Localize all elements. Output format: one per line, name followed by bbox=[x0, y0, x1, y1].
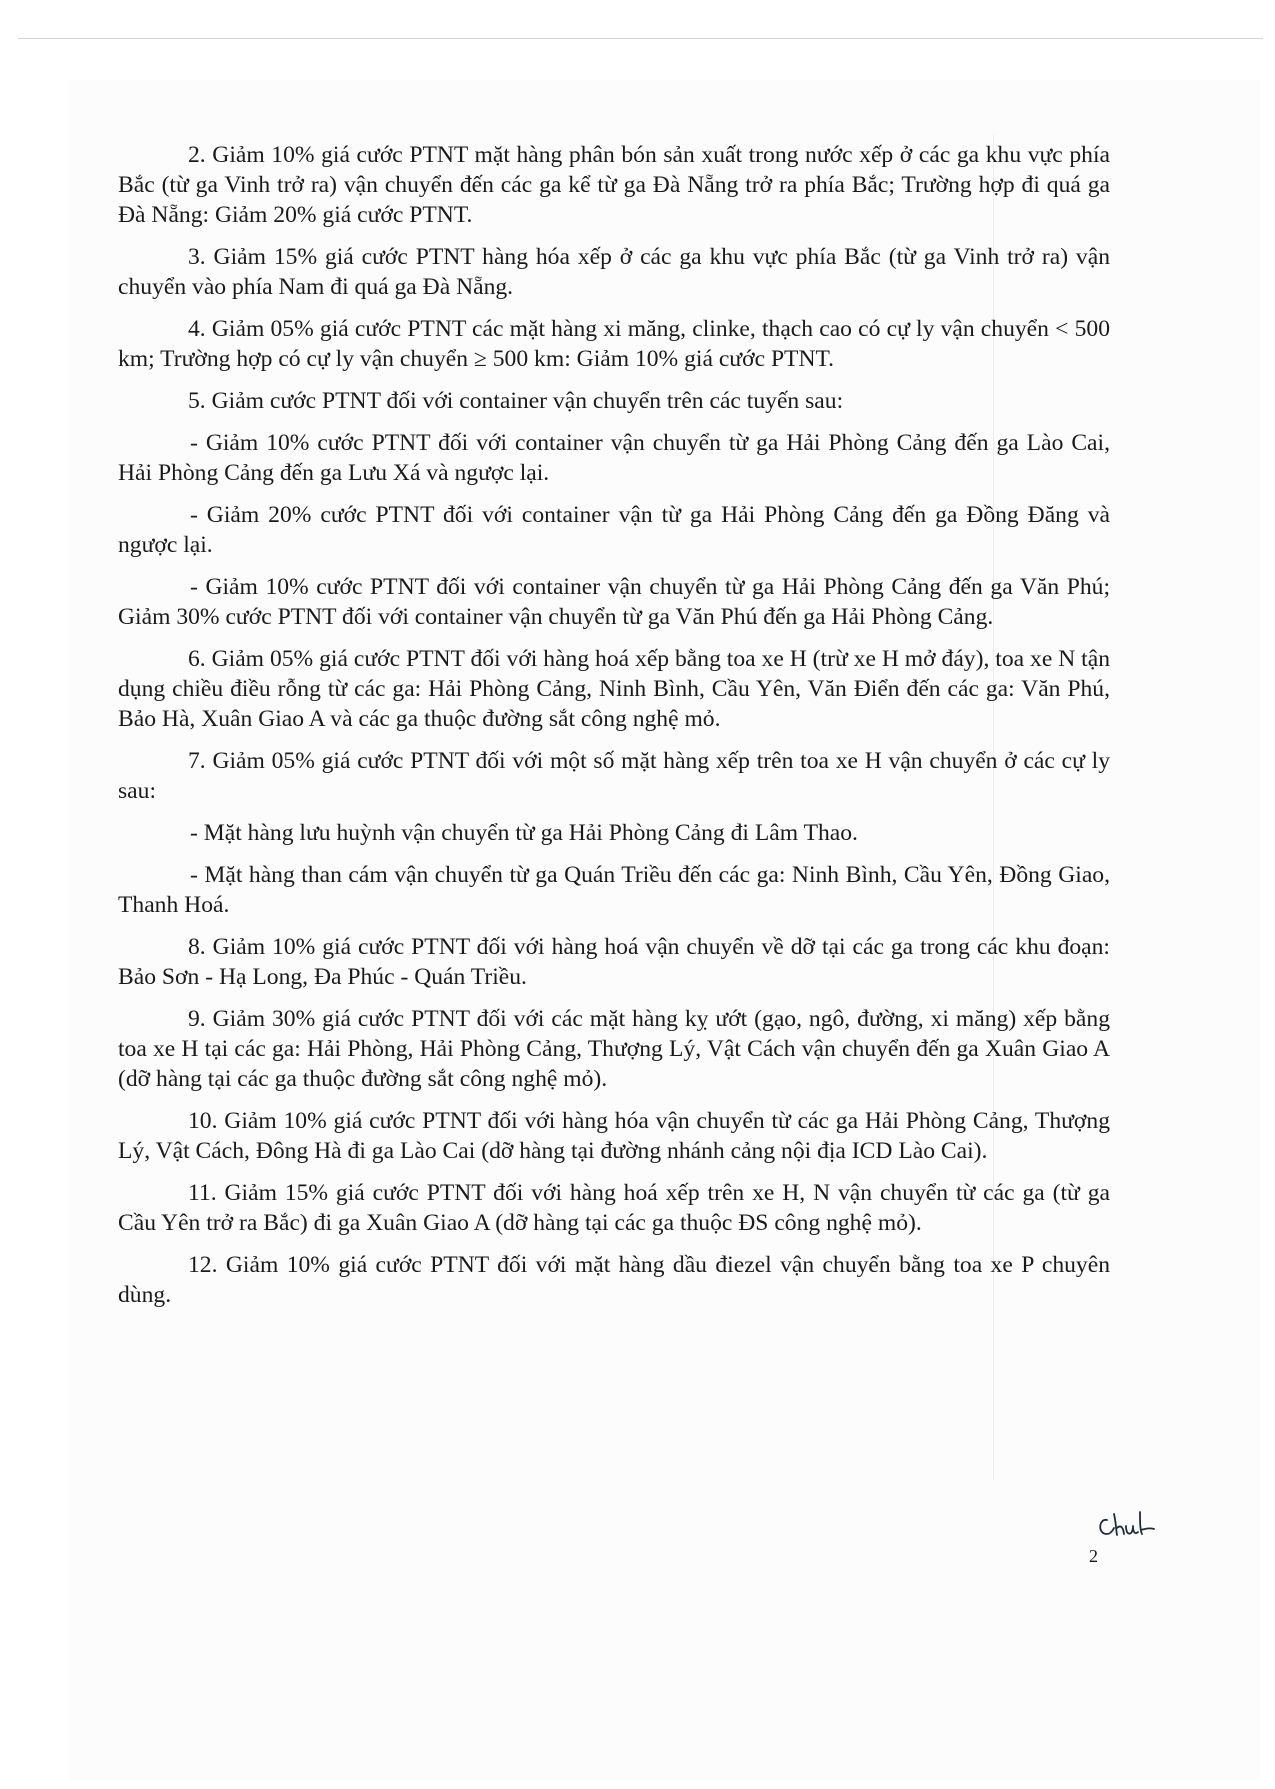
top-rule bbox=[18, 38, 1263, 39]
initials-signature bbox=[1095, 1508, 1155, 1548]
paragraph-2: 2. Giảm 10% giá cước PTNT mặt hàng phân bón sản xuất trong nước xếp ở các ga khu vực phía Bắc (từ ga Vinh trở ra) vận chuyển đến các ga kể từ ga Đà Nẵng trở ra phía Bắc; Trường hợp đi quá ga Đà Nẵng: Giảm 20% giá cước PTNT. bbox=[118, 142, 1110, 228]
paragraph-3: 3. Giảm 15% giá cước PTNT hàng hóa xếp ở các ga khu vực phía Bắc (từ ga Vinh trở ra) vận chuyển vào phía Nam đi quá ga Đà Nẵng. bbox=[118, 244, 1110, 300]
paragraph-8: 8. Giảm 10% giá cước PTNT đối với hàng hoá vận chuyển về dỡ tại các ga trong các khu đoạn: Bảo Sơn - Hạ Long, Đa Phúc - Quán Triều. bbox=[118, 934, 1110, 990]
paragraph-7-item-2: - Mặt hàng than cám vận chuyển từ ga Quán Triều đến các ga: Ninh Bình, Cầu Yên, Đồng Giao, Thanh Hoá. bbox=[118, 862, 1110, 918]
paragraph-12: 12. Giảm 10% giá cước PTNT đối với mặt hàng dầu điezel vận chuyển bằng toa xe P chuyên dùng. bbox=[118, 1252, 1110, 1308]
page-number: 2 bbox=[1089, 1546, 1098, 1566]
paragraph-5-item-1: - Giảm 10% cước PTNT đối với container vận chuyển từ ga Hải Phòng Cảng đến ga Lào Cai, Hải Phòng Cảng đến ga Lưu Xá và ngược lại. bbox=[118, 430, 1110, 486]
document-body bbox=[118, 140, 1110, 1322]
paragraph-5-item-2: - Giảm 20% cước PTNT đối với container vận từ ga Hải Phòng Cảng đến ga Đồng Đăng và ngược lại. bbox=[118, 502, 1110, 558]
paragraph-5: 5. Giảm cước PTNT đối với container vận chuyển trên các tuyến sau: bbox=[188, 388, 844, 414]
paragraph-9: 9. Giảm 30% giá cước PTNT đối với các mặt hàng kỵ ướt (gạo, ngô, đường, xi măng) xếp bằng toa xe H tại các ga: Hải Phòng, Hải Phòng Cảng, Thượng Lý, Vật Cách vận chuyển đến ga Xuân Giao A (dỡ hàng tại các ga thuộc đường sắt công nghệ mỏ). bbox=[118, 1006, 1110, 1092]
paragraph-11: 11. Giảm 15% giá cước PTNT đối với hàng hoá xếp trên xe H, N vận chuyển từ các ga (từ ga Cầu Yên trở ra Bắc) đi ga Xuân Giao A (dỡ hàng tại các ga thuộc ĐS công nghệ mỏ). bbox=[118, 1180, 1110, 1236]
paragraph-10: 10. Giảm 10% giá cước PTNT đối với hàng hóa vận chuyển từ các ga Hải Phòng Cảng, Thượng Lý, Vật Cách, Đông Hà đi ga Lào Cai (dỡ hàng tại đường nhánh cảng nội địa ICD Lào Cai). bbox=[118, 1108, 1110, 1164]
paragraph-7-item-1: - Mặt hàng lưu huỳnh vận chuyển từ ga Hải Phòng Cảng đi Lâm Thao. bbox=[190, 820, 858, 846]
paragraph-4: 4. Giảm 05% giá cước PTNT các mặt hàng xi măng, clinke, thạch cao có cự ly vận chuyển < 500 km; Trường hợp có cự ly vận chuyển ≥ 500 km: Giảm 10% giá cước PTNT. bbox=[118, 316, 1110, 372]
paragraph-7: 7. Giảm 05% giá cước PTNT đối với một số mặt hàng xếp trên toa xe H vận chuyển ở các cự ly sau: bbox=[118, 748, 1110, 804]
paragraph-6: 6. Giảm 05% giá cước PTNT đối với hàng hoá xếp bằng toa xe H (trừ xe H mở đáy), toa xe N tận dụng chiều điều rỗng từ các ga: Hải Phòng Cảng, Ninh Bình, Cầu Yên, Văn Điển đến các ga: Văn Phú, Bảo Hà, Xuân Giao A và các ga thuộc đường sắt công nghệ mỏ. bbox=[118, 646, 1110, 732]
paragraph-5-item-3: - Giảm 10% cước PTNT đối với container vận chuyển từ ga Hải Phòng Cảng đến ga Văn Phú; Giảm 30% cước PTNT đối với container vận chuyển từ ga Văn Phú đến ga Hải Phòng Cảng. bbox=[118, 574, 1110, 630]
